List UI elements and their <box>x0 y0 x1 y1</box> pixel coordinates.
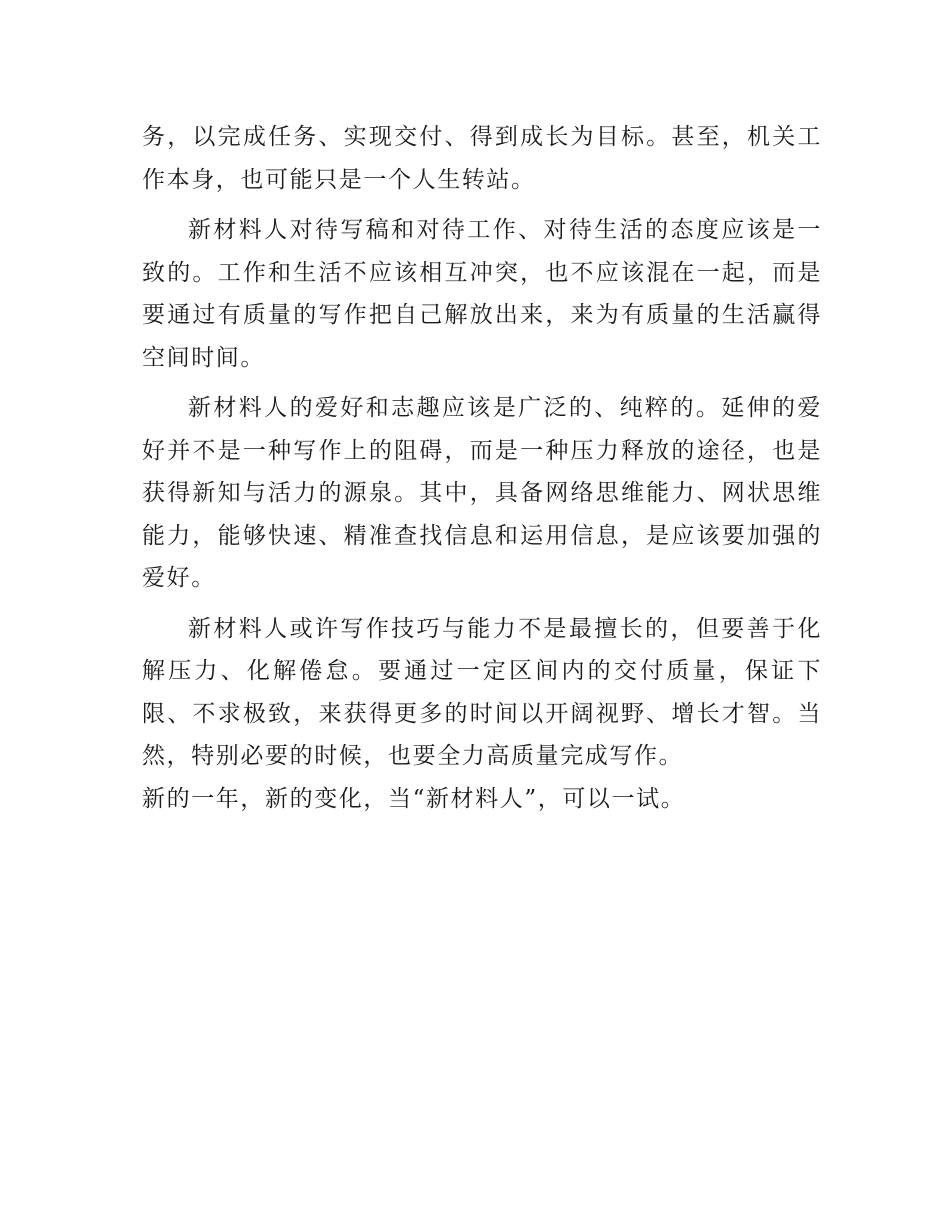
paragraph-continuation: 务，以完成任务、实现交付、得到成长为目标。甚至，机关工作本身，也可能只是一个人生转站。 <box>142 124 822 193</box>
paragraph-pressure: 新材料人或许写作技巧与能力不是最擅长的，但要善于化解压力、化解倦怠。要通过一定区间内的交付质量，保证下限、不求极致，来获得更多的时间以开阔视野、增长才智。当然，特别必要的时候，也要全力高质量完成写作。 <box>142 615 822 769</box>
paragraph-hobbies: 新材料人的爱好和志趣应该是广泛的、纯粹的。延伸的爱好并不是一种写作上的阻碍，而是一种压力释放的途径，也是获得新知与活力的源泉。其中，具备网络思维能力、网状思维能力，能够快速、精准查找信息和运用信息，是应该要加强的爱好。 <box>142 395 822 591</box>
document-body <box>142 116 822 820</box>
paragraph-conclusion: 新的一年，新的变化，当“新材料人”，可以一试。 <box>142 785 686 812</box>
paragraph-attitude: 新材料人对待写稿和对待工作、对待生活的态度应该是一致的。工作和生活不应该相互冲突，也不应该混在一起，而是要通过有质量的写作把自己解放出来，来为有质量的生活赢得空间时间。 <box>142 217 822 371</box>
